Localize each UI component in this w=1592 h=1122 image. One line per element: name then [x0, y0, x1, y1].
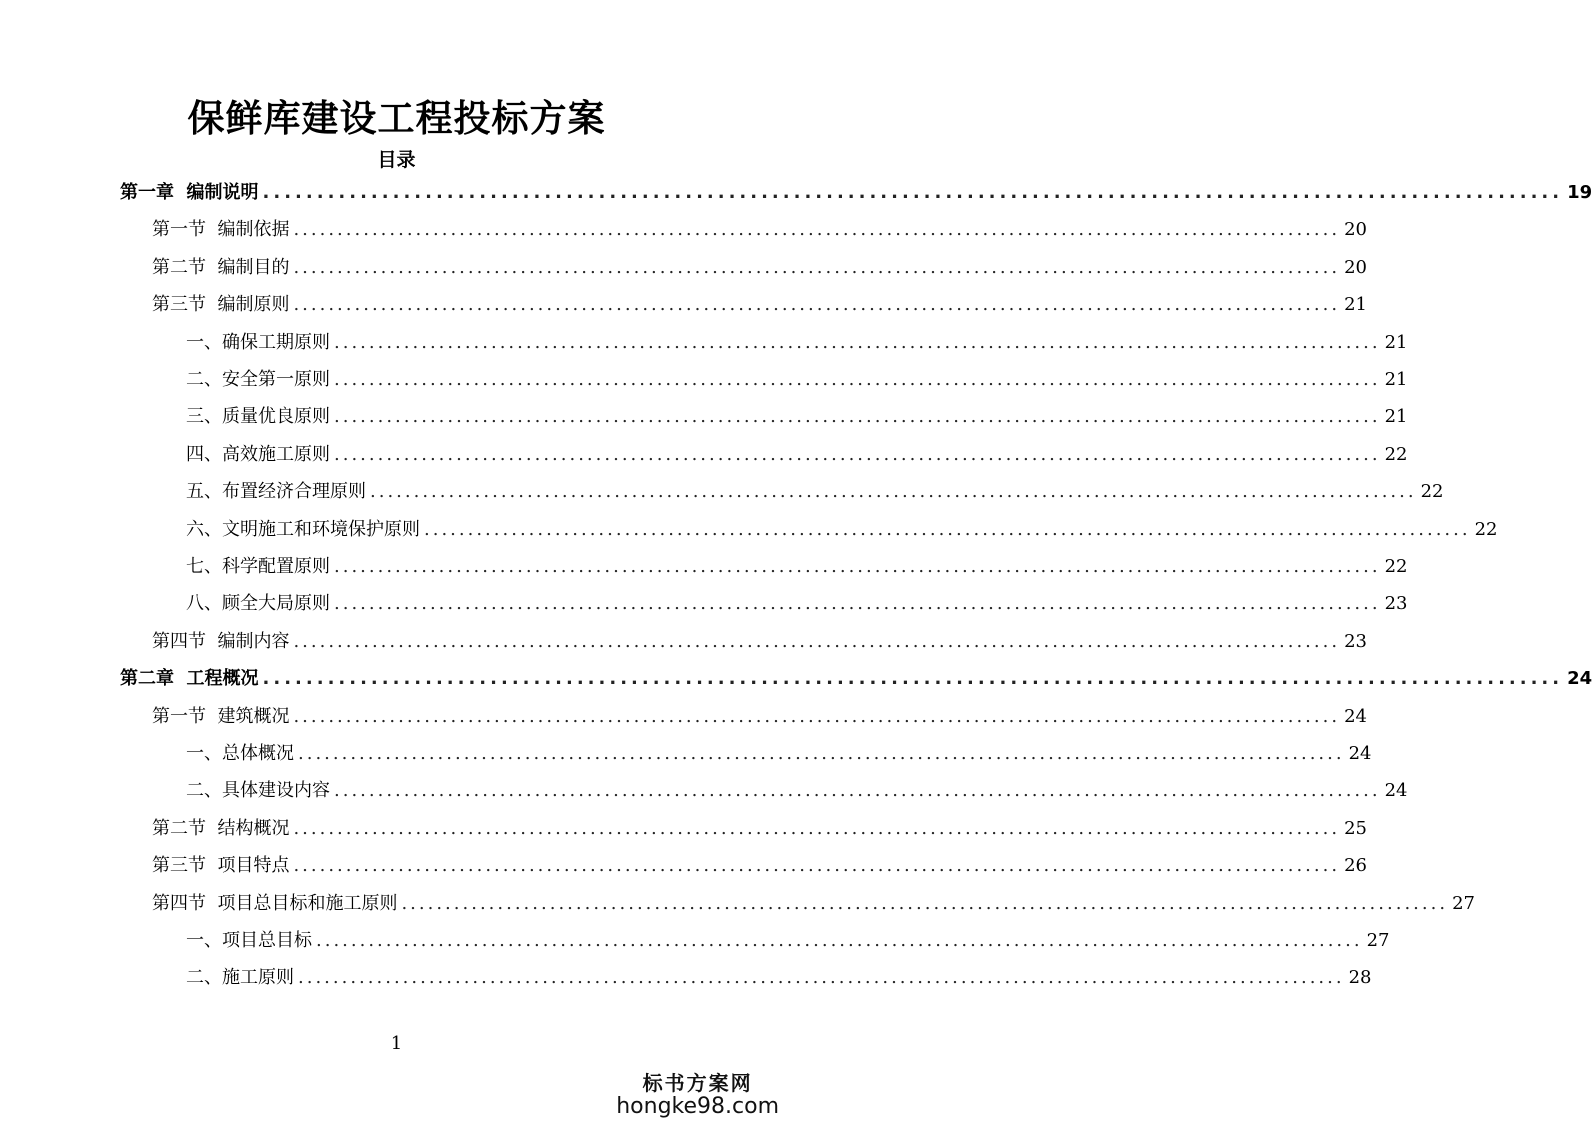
toc-entry-page: 24	[1384, 780, 1408, 801]
toc-entry-label: 二、施工原则	[186, 967, 294, 988]
toc-entry-page: 24	[1567, 668, 1592, 689]
toc-entry-label: 一、确保工期原则	[186, 332, 330, 353]
toc-dot-leader: ........................................................................................................................	[370, 481, 1417, 502]
toc-entry-page: 26	[1344, 855, 1367, 876]
toc-dot-leader: ........................................................................................................................	[298, 967, 1345, 988]
toc-dot-leader: ........................................................................................................................	[293, 219, 1341, 240]
toc-dot-leader: ........................................................................................................................	[298, 743, 1345, 764]
toc-entry-page: 24	[1348, 743, 1372, 764]
toc-dot-leader: ........................................................................................................................	[334, 444, 1381, 465]
toc-dot-leader: ........................................................................................................................	[293, 855, 1341, 876]
toc-entry[interactable]	[186, 773, 1408, 809]
toc-entry-label: 二、具体建设内容	[186, 780, 330, 801]
toc-entry-page: 22	[1384, 556, 1408, 577]
toc-entry-page: 20	[1344, 257, 1367, 278]
toc-entry-label: 七、科学配置原则	[186, 556, 330, 577]
toc-dot-leader: ........................................................................................................................	[334, 369, 1381, 390]
toc-entry-page: 22	[1474, 519, 1498, 540]
toc-entry-label: 第四节 编制内容	[152, 631, 290, 652]
toc-entry-label: 第一节 建筑概况	[152, 706, 290, 727]
toc-entry[interactable]	[186, 325, 1408, 361]
toc-entry[interactable]	[152, 212, 1367, 248]
toc-entry[interactable]	[152, 886, 1475, 922]
toc-entry[interactable]	[152, 811, 1367, 847]
toc-dot-leader: ........................................................................................................................	[334, 593, 1381, 614]
toc-entry[interactable]	[186, 512, 1498, 548]
toc-dot-leader: ........................................................................................................................	[316, 930, 1363, 951]
toc-entry-page: 21	[1384, 406, 1408, 427]
toc-dot-leader: ........................................................................................................................	[334, 780, 1381, 801]
toc-entry[interactable]	[186, 960, 1372, 996]
toc-entry[interactable]	[152, 250, 1367, 286]
toc-entry-label: 五、布置经济合理原则	[186, 481, 366, 502]
toc-entry[interactable]	[186, 549, 1408, 585]
toc-dot-leader: ........................................................................................................................	[293, 631, 1341, 652]
toc-entry-page: 27	[1452, 893, 1475, 914]
toc-entry-page: 22	[1384, 444, 1408, 465]
toc-dot-leader: ........................................................................................................................	[262, 668, 1564, 689]
toc-entry-label: 一、总体概况	[186, 743, 294, 764]
toc-entry-page: 21	[1384, 332, 1408, 353]
toc-dot-leader: ........................................................................................................................	[293, 818, 1341, 839]
toc-entry-label: 第二章 工程概况	[120, 668, 259, 689]
toc-entry[interactable]	[186, 474, 1444, 510]
toc-entry-label: 第三节 编制原则	[152, 294, 290, 315]
page-number: 1	[390, 1033, 403, 1054]
toc-entry-label: 四、高效施工原则	[186, 444, 330, 465]
toc-entry-page: 22	[1420, 481, 1444, 502]
toc-heading: 目录	[377, 149, 416, 171]
toc-entry-page: 25	[1344, 818, 1367, 839]
toc-entry-page: 28	[1348, 967, 1372, 988]
toc-entry[interactable]	[186, 923, 1390, 959]
toc-entry[interactable]	[186, 437, 1408, 473]
toc-dot-leader: ........................................................................................................................	[424, 519, 1471, 540]
toc-dot-leader: ........................................................................................................................	[293, 257, 1341, 278]
toc-dot-leader: ........................................................................................................................	[334, 556, 1381, 577]
toc-entry-page: 19	[1567, 182, 1592, 203]
toc-dot-leader: ........................................................................................................................	[334, 332, 1381, 353]
toc-entry-page: 23	[1344, 631, 1367, 652]
toc-entry[interactable]	[120, 661, 1592, 697]
toc-entry[interactable]	[152, 287, 1367, 323]
toc-entry-label: 第一节 编制依据	[152, 219, 290, 240]
toc-entry-page: 21	[1384, 369, 1408, 390]
toc-entry-page: 24	[1344, 706, 1367, 727]
toc-entry-page: 20	[1344, 219, 1367, 240]
toc-entry[interactable]	[120, 175, 1592, 211]
toc-entry-label: 三、质量优良原则	[186, 406, 330, 427]
toc-entry-page: 27	[1366, 930, 1390, 951]
toc-entry-label: 第四节 项目总目标和施工原则	[152, 893, 398, 914]
toc-entry-label: 二、安全第一原则	[186, 369, 330, 390]
watermark-url: hongke98.com	[616, 1094, 779, 1119]
watermark-logo	[616, 1067, 779, 1119]
toc-dot-leader: ........................................................................................................................	[293, 294, 1341, 315]
toc-entry-label: 第一章 编制说明	[120, 182, 259, 203]
toc-entry[interactable]	[186, 399, 1408, 435]
document-title: 保鲜库建设工程投标方案	[187, 96, 606, 140]
toc-entry-label: 八、顾全大局原则	[186, 593, 330, 614]
toc-entry-page: 23	[1384, 593, 1408, 614]
toc-entry[interactable]	[152, 699, 1367, 735]
toc-dot-leader: ........................................................................................................................	[262, 182, 1564, 203]
toc-dot-leader: ........................................................................................................................	[401, 893, 1449, 914]
toc-entry-label: 第三节 项目特点	[152, 855, 290, 876]
toc-entry[interactable]	[186, 586, 1408, 622]
toc-entry[interactable]	[152, 624, 1367, 660]
toc-entry-page: 21	[1344, 294, 1367, 315]
toc-dot-leader: ........................................................................................................................	[334, 406, 1381, 427]
toc-entry[interactable]	[186, 736, 1372, 772]
toc-entry[interactable]	[186, 362, 1408, 398]
watermark-text: 标书方案网	[642, 1071, 753, 1095]
toc-entry-label: 六、文明施工和环境保护原则	[186, 519, 420, 540]
toc-entry[interactable]	[152, 848, 1367, 884]
toc-dot-leader: ........................................................................................................................	[293, 706, 1341, 727]
toc-entry-label: 第二节 编制目的	[152, 257, 290, 278]
toc-entry-label: 第二节 结构概况	[152, 818, 290, 839]
toc-entry-label: 一、项目总目标	[186, 930, 312, 951]
